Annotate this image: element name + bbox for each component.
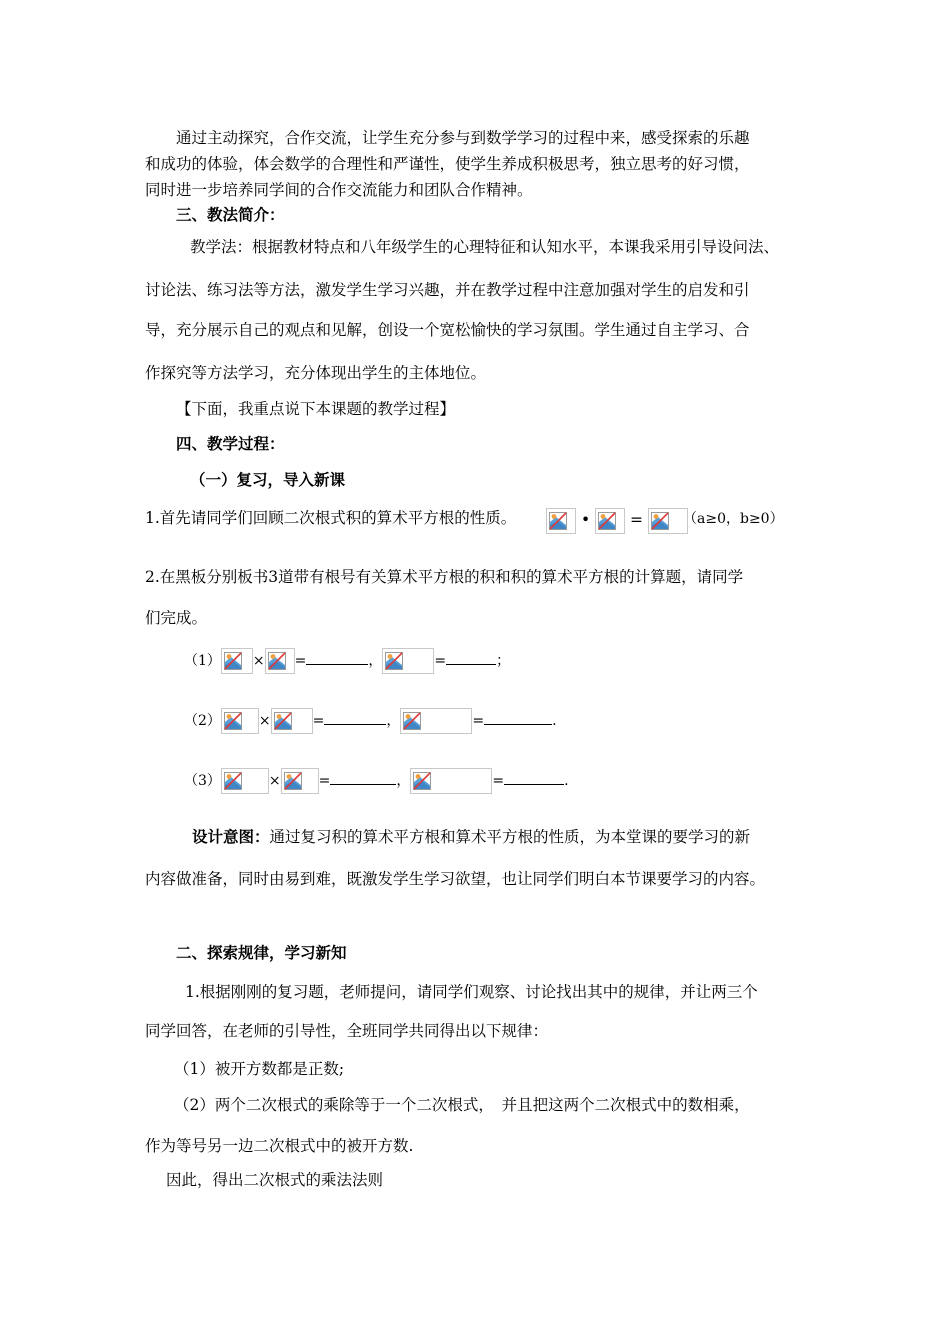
broken-image-icon [224, 772, 242, 790]
broken-image-icon [224, 652, 242, 670]
section3-para-line-4: 作探究等方法学习，充分体现出学生的主体地位。 [145, 364, 487, 382]
equals-sign: = [472, 713, 485, 729]
section3-para-line-2: 讨论法、练习法等方法，激发学生学习兴趣，并在教学过程中注意加强对学生的启发和引 [145, 281, 750, 299]
exercise-label: （1） [184, 653, 221, 669]
formula-image [221, 768, 269, 794]
broken-image-icon [549, 512, 567, 530]
exercise-label: （2） [184, 713, 221, 729]
equals-sign: = [434, 653, 447, 669]
design-intent-label: 设计意图： [192, 828, 270, 846]
section4-heading: 四、教学过程： [176, 435, 285, 453]
formula-image [281, 768, 319, 794]
formula-image [271, 708, 313, 734]
intro-line-3: 同时进一步培养同学间的合作交流能力和团队合作精神。 [145, 181, 533, 199]
line-end: . [564, 773, 569, 789]
formula-image [400, 708, 472, 734]
formula-image [221, 648, 253, 674]
intro-line-2: 和成功的体验，体会数学的合理性和严谨性，使学生养成积极思考，独立思考的好习惯， [145, 155, 750, 173]
section4-subheading-review: （一）复习，导入新课 [190, 471, 346, 489]
broken-image-icon [224, 712, 242, 730]
formula-image [382, 648, 434, 674]
formula-image [648, 508, 688, 534]
design-intent-line-1 [192, 826, 750, 848]
design-intent-line-2: 内容做准备，同时由易到难，既激发学生学习欲望，也让同学们明白本节课要学习的内容。 [145, 870, 766, 888]
answer-blank [306, 650, 368, 665]
section2-para-line-2: 同学回答，在老师的引导性，全班同学共同得出以下规律： [145, 1022, 549, 1040]
formula-image [595, 508, 625, 534]
exercise-2 [184, 708, 557, 734]
section3-heading: 三、教法简介： [176, 206, 285, 224]
rule-1: （1）被开方数都是正数; [174, 1060, 345, 1078]
broken-image-icon [274, 712, 292, 730]
times-sign: × [258, 713, 271, 729]
equals-sign: = [629, 511, 643, 529]
exercise-1 [184, 648, 510, 674]
section3-para-line-3: 导，充分展示自己的观点和见解，创设一个宽松愉快的学习氛围。学生通过自主学习、合 [145, 321, 750, 339]
rule-2-line-1: （2）两个二次根式的乘除等于一个二次根式， 并且把这两个二次根式中的数相乘， [174, 1096, 750, 1114]
answer-blank [504, 770, 564, 785]
rule-2-line-2: 作为等号另一边二次根式中的被开方数. [145, 1137, 414, 1155]
broken-image-icon [413, 772, 431, 790]
comma: ， [368, 653, 383, 669]
item1-text: 1.首先请同学们回顾二次根式积的算术平方根的性质。 [145, 509, 517, 527]
section2-para-line-1: 1.根据刚刚的复习题，老师提问，请同学们观察、讨论找出其中的规律，并让两三个 [185, 983, 758, 1001]
design-intent-text: 通过复习积的算术平方根和算术平方根的性质，为本堂课的要学习的新 [269, 828, 751, 846]
answer-blank [446, 650, 496, 665]
broken-image-icon [651, 512, 669, 530]
equals-sign: = [294, 653, 307, 669]
equals-sign: = [318, 773, 331, 789]
line-end: . [552, 713, 557, 729]
broken-image-icon [284, 772, 302, 790]
answer-blank [484, 710, 552, 725]
transition-note: 【下面，我重点说下本课题的教学过程】 [176, 400, 456, 418]
broken-image-icon [403, 712, 421, 730]
dot-operator: • [580, 511, 591, 529]
formula-image [410, 768, 492, 794]
answer-blank [324, 710, 386, 725]
section2-heading: 二、探索规律，学习新知 [176, 944, 347, 962]
times-sign: × [268, 773, 281, 789]
item2-line-1: 2.在黑板分别板书3道带有根号有关算术平方根的积和积的算术平方根的计算题，请同学 [145, 568, 744, 586]
line-end: ； [496, 653, 511, 669]
item1-condition: （a≥0，b≥0） [683, 511, 784, 527]
intro-line-1: 通过主动探究，合作交流，让学生充分参与到数学学习的过程中来，感受探索的乐趣 [176, 129, 750, 147]
answer-blank [330, 770, 396, 785]
exercise-label: （3） [184, 773, 221, 789]
item2-line-2: 们完成。 [145, 609, 208, 627]
formula-image [221, 708, 259, 734]
exercise-3 [184, 768, 569, 794]
comma: ， [386, 713, 401, 729]
times-sign: × [252, 653, 265, 669]
formula-image [265, 648, 295, 674]
broken-image-icon [598, 512, 616, 530]
broken-image-icon [268, 652, 286, 670]
item1-formula [546, 508, 688, 534]
equals-sign: = [312, 713, 325, 729]
comma: ， [396, 773, 411, 789]
equals-sign: = [492, 773, 505, 789]
section3-para-line-1: 教学法：根据教材特点和八年级学生的心理特征和认知水平，本课我采用引导设问法、 [190, 238, 780, 256]
conclusion: 因此，得出二次根式的乘法法则 [166, 1171, 384, 1189]
broken-image-icon [385, 652, 403, 670]
formula-image [546, 508, 576, 534]
